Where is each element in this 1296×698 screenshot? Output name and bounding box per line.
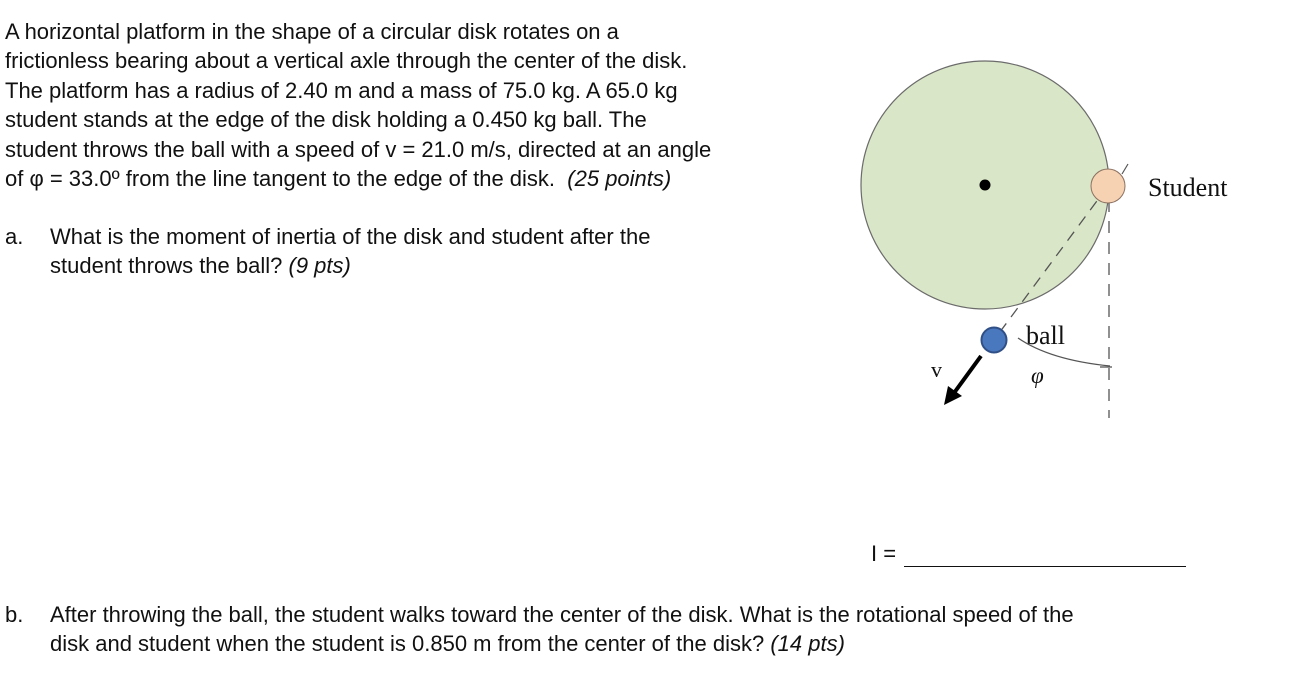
axle-center-dot xyxy=(980,180,991,191)
intro-line: student stands at the edge of the disk holding a 0.450 kg ball. The xyxy=(5,107,647,133)
question-b-letter: b. xyxy=(5,602,24,627)
ball-circle xyxy=(982,328,1007,353)
question-b-line: After throwing the ball, the student walks toward the center of the disk. What is the rotational speed of the xyxy=(50,602,1074,627)
velocity-arrow-shaft xyxy=(954,356,981,393)
ball-label: ball xyxy=(1026,321,1065,350)
angle-label: φ xyxy=(1031,363,1044,388)
question-b-body xyxy=(50,600,1074,659)
student-circle xyxy=(1091,169,1125,203)
question-a-line2: student throws the ball? xyxy=(50,253,283,279)
question-b-points: (14 pts) xyxy=(770,631,845,657)
student-label: Student xyxy=(1148,173,1228,202)
question-a-line: What is the moment of inertia of the disk and student after the xyxy=(50,224,651,249)
question-b xyxy=(5,600,1285,660)
question-b-line2: disk and student when the student is 0.850 m from the center of the disk? xyxy=(50,631,765,657)
question-a-letter: a. xyxy=(5,224,24,249)
intro-line: frictionless bearing about a vertical axle through the center of the disk. xyxy=(5,48,688,74)
student-tick xyxy=(1122,164,1128,174)
question-b-line xyxy=(50,629,1074,658)
question-a-points: (9 pts) xyxy=(288,253,351,279)
answer-a-row xyxy=(871,540,1186,567)
intro-line: student throws the ball with a speed of v = 21.0 m/s, directed at an angle xyxy=(5,136,712,162)
intro-line: A horizontal platform in the shape of a circular disk rotates on a xyxy=(5,19,619,44)
velocity-label: v xyxy=(931,357,942,382)
answer-a-blank[interactable] xyxy=(904,540,1186,567)
answer-a-label: I = xyxy=(871,541,897,566)
intro-line: The platform has a radius of 2.40 m and a mass of 75.0 kg. A 65.0 kg xyxy=(5,77,678,103)
intro-points: (25 points) xyxy=(567,166,672,192)
intro-last-line: of φ = 33.0º from the line tangent to the edge of the disk. xyxy=(5,166,556,192)
